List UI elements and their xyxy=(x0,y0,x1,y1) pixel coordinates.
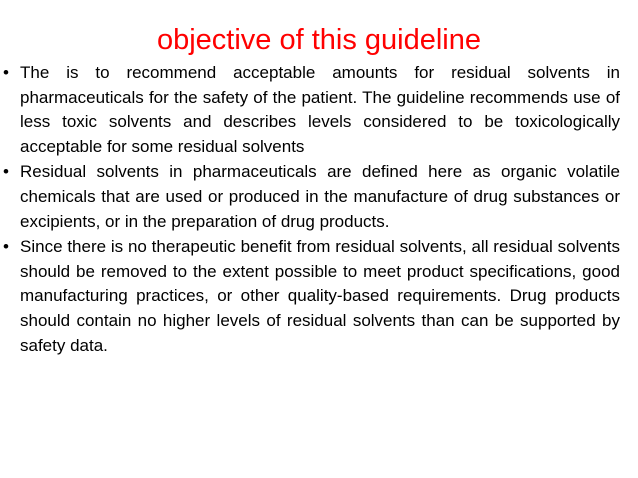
bullet-item xyxy=(0,61,638,159)
slide-title: objective of this guideline xyxy=(156,24,482,56)
bullet-list xyxy=(0,61,638,358)
bullet-text: The is to recommend acceptable amounts for residual solvents in pharmaceuticals for the safety of the patient. The guideline recommends use of less toxic solvents and describes levels considered to be toxicologically acceptable for some residual solvents xyxy=(20,63,620,156)
bullet-item xyxy=(0,235,638,358)
bullet-text: Residual solvents in pharmaceuticals are defined here as organic volatile chemicals that are used or produced in the manufacture of drug substances or excipients, or in the preparation of drug products. xyxy=(20,162,620,231)
bullet-dot-icon: • xyxy=(3,237,9,257)
bullet-text: Since there is no therapeutic benefit from residual solvents, all residual solvents should be removed to the extent possible to meet product specifications, good manufacturing practices, or other quality-based requirements. Drug products should contain no higher levels of residual solvents than can be supported by safety data. xyxy=(20,237,620,355)
bullet-dot-icon: • xyxy=(3,63,9,82)
bullet-item xyxy=(0,160,638,234)
bullet-dot-icon: • xyxy=(3,162,9,182)
